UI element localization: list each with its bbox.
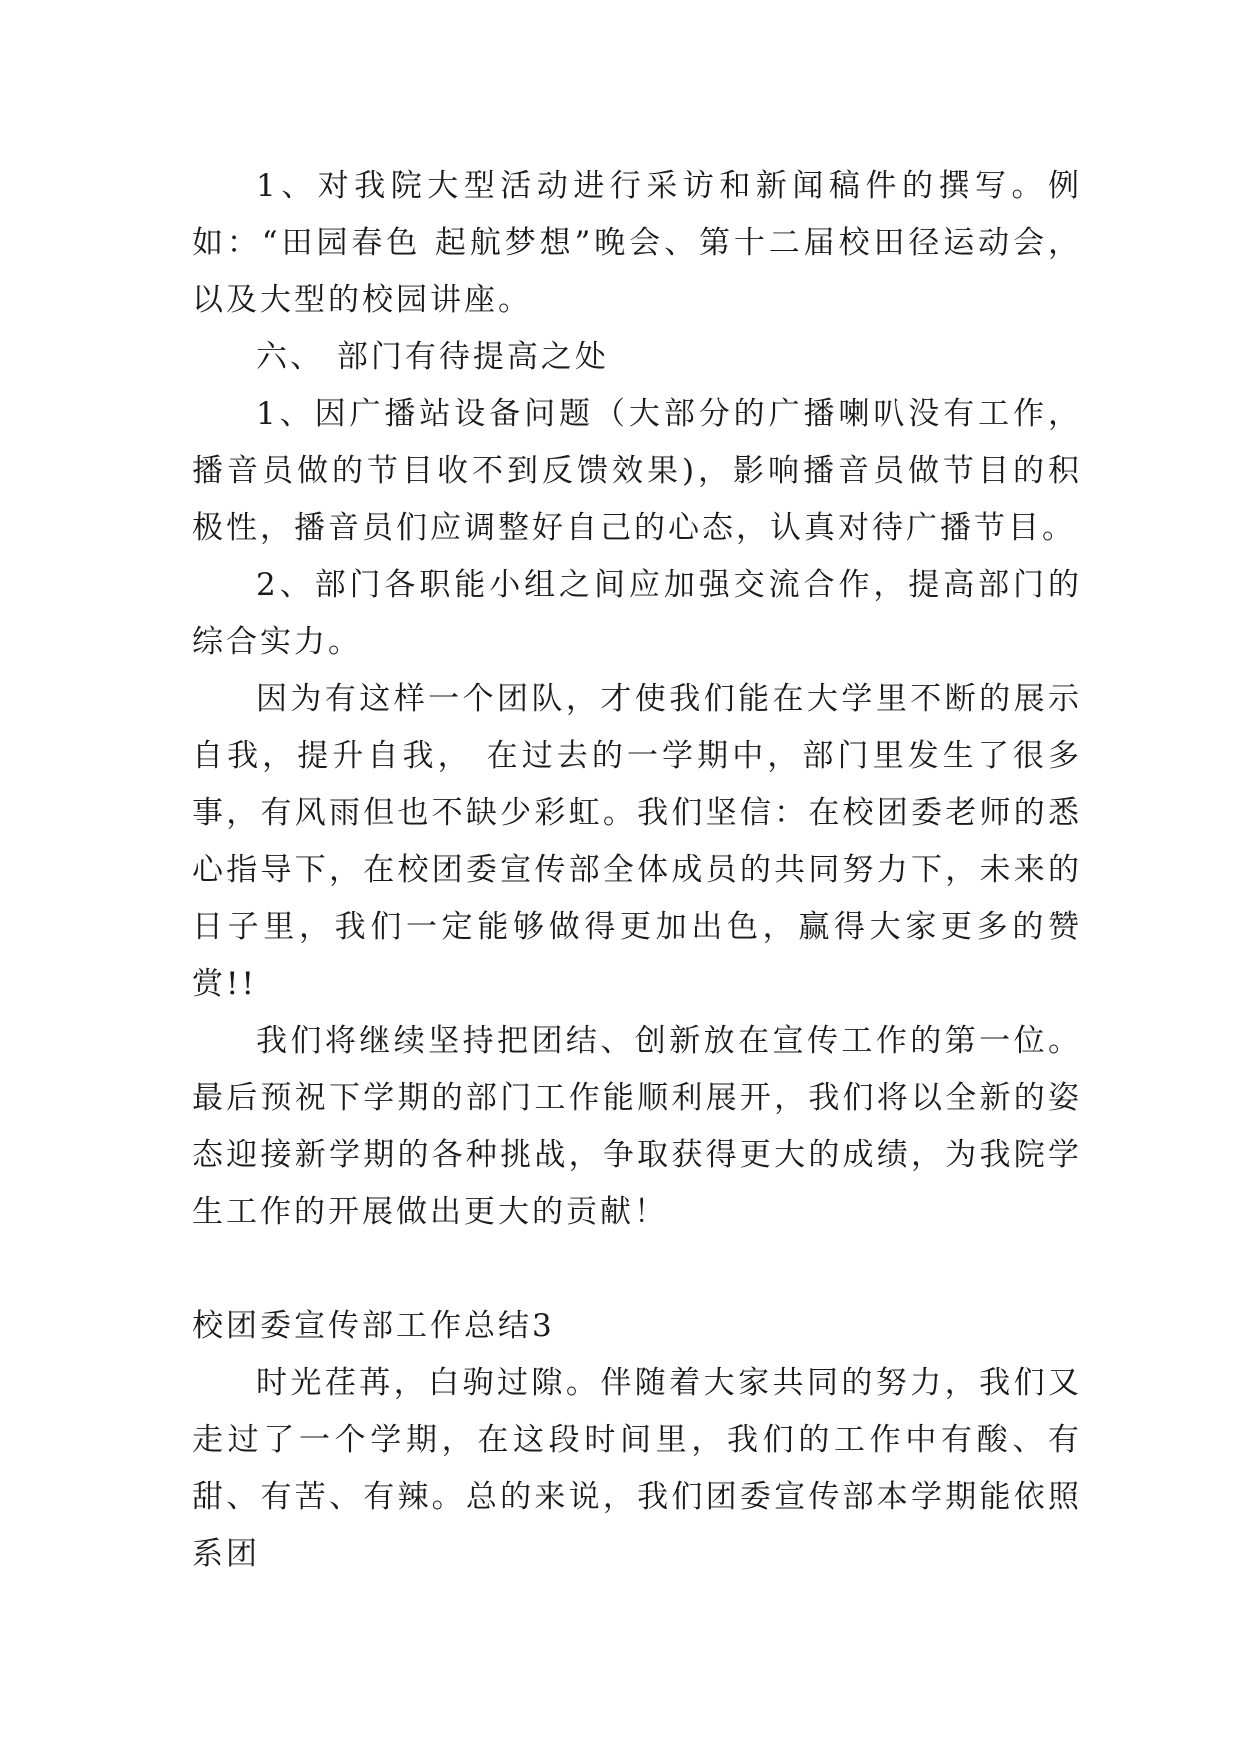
paragraph-summary-3-intro: 时光荏苒，白驹过隙。伴随着大家共同的努力，我们又走过了一个学期，在这段时间里，我们的工作中有酸、有甜、有苦、有辣。总的来说，我们团委宣传部本学期能依照系团 — [192, 1365, 1082, 1572]
paragraph-closing-outlook: 我们将继续坚持把团结、创新放在宣传工作的第一位。最后预祝下学期的部门工作能顺利展开，我们将以全新的姿态迎接新学期的各种挑战，争取获得更大的成绩，为我院学生工作的开展做出更大的贡献！ — [192, 1023, 1082, 1230]
section-title-summary-3: 校团委宣传部工作总结3 — [192, 1308, 555, 1344]
paragraph-team-reflection: 因为有这样一个团队，才使我们能在大学里不断的展示自我，提升自我， 在过去的一学期中，部门里发生了很多事，有风雨但也不缺少彩虹。我们坚信：在校团委老师的悉心指导下，在校团委宣传部全体成员的共同努力下，未来的日子里，我们一定能够做得更加出色，赢得大家更多的赞赏!! — [192, 681, 1082, 1002]
document-body — [192, 158, 1082, 1583]
section-heading-improvements: 六、 部门有待提高之处 — [256, 339, 609, 375]
section-spacer — [192, 1241, 1082, 1298]
paragraph-broadcast-issue: 1、因广播站设备问题（大部分的广播喇叭没有工作，播音员做的节目收不到反馈效果)，影响播音员做节目的积极性，播音员们应调整好自己的心态，认真对待广播节目。 — [192, 396, 1082, 546]
paragraph-activity-coverage: 1、对我院大型活动进行采访和新闻稿件的撰写。例如：“田园春色 起航梦想”晚会、第十二届校田径运动会，以及大型的校园讲座。 — [192, 168, 1082, 318]
paragraph-team-cooperation: 2、部门各职能小组之间应加强交流合作，提高部门的综合实力。 — [192, 567, 1082, 660]
